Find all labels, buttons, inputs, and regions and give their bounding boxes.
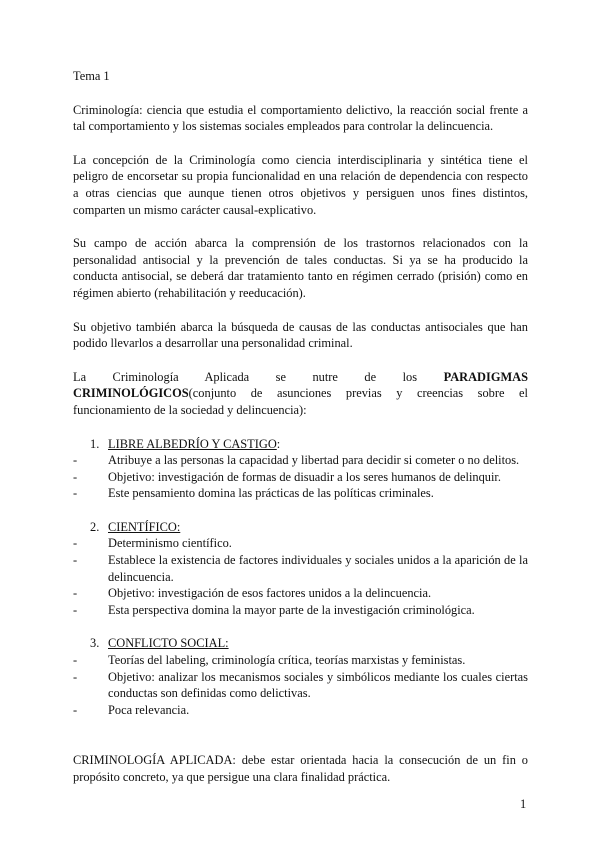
list-item-text: Objetivo: investigación de formas de disuadir a los seres humanos de delinquir. — [108, 469, 501, 484]
list-item — [73, 552, 528, 585]
list-dash: - — [73, 702, 78, 717]
section-number: 2. — [90, 519, 100, 534]
paradigms-intro-bold: PARADIGMAS CRIMINOLÓGICOS — [73, 369, 528, 401]
section-title: CONFLICTO SOCIAL: — [108, 636, 229, 651]
list-item — [73, 452, 528, 469]
document-page — [73, 68, 528, 786]
paragraph-interdisciplinary: La concepción de la Criminología como ciencia interdisciplinaria y sintética tiene el peligro de encorsetar su propia funcionalidad en una relación de dependencia con respecto a otras ciencias que aunque tienen otros objetivos y persiguen unos fines distintos, comparten un mismo carácter causal-explicativo. — [73, 152, 528, 217]
paragraph-definition: Criminología: ciencia que estudia el comportamiento delictivo, la reacción social frente a tal comportamiento y los sistemas sociales empleados para controlar la delincuencia. — [73, 102, 528, 134]
section-list — [73, 452, 528, 502]
list-item — [73, 469, 528, 486]
list-item-text: Teorías del labeling, criminología crítica, teorías marxistas y feministas. — [108, 653, 466, 668]
paradigm-section-3 — [73, 635, 528, 718]
list-item — [73, 585, 528, 602]
section-list — [73, 535, 528, 618]
list-dash: - — [73, 602, 78, 617]
list-item-text: Objetivo: analizar los mecanismos sociales y simbólicos mediante los cuales ciertas conductas son definidas como delictivas. — [108, 669, 528, 701]
list-item-text: Establece la existencia de factores individuales y sociales unidos a la aparición de la delincuencia. — [108, 553, 528, 584]
section-title: CIENTÍFICO: — [108, 519, 181, 534]
document-title: Tema 1 — [73, 69, 110, 83]
list-item-text: Determinismo científico. — [108, 536, 232, 551]
list-item — [73, 535, 528, 552]
section-heading — [73, 436, 528, 453]
page-number: 1 — [520, 797, 527, 811]
paragraph-objective: Su objetivo también abarca la búsqueda de causas de las conductas antisociales que han podido llevarlos a desarrollar una personalidad criminal. — [73, 319, 528, 351]
section-number: 1. — [90, 436, 100, 451]
list-dash: - — [73, 653, 78, 668]
list-dash: - — [73, 469, 78, 484]
paragraph-field-of-action: Su campo de acción abarca la comprensión de los trastornos relacionados con la personalidad antisocial y la prevención de tales conductas. Si ya se ha producido la conducta antisocial, se deberá dar tratamiento tanto en régimen cerrado (prisión) como en régimen abierto (rehabilitación y reeducación). — [73, 236, 528, 300]
list-dash: - — [73, 536, 78, 551]
list-item — [73, 669, 528, 702]
paradigm-section-1 — [73, 436, 528, 502]
section-number: 3. — [90, 636, 100, 651]
list-dash: - — [73, 453, 78, 468]
list-item — [73, 602, 528, 619]
list-item — [73, 652, 528, 669]
section-heading — [73, 519, 528, 536]
section-list — [73, 652, 528, 718]
paradigm-section-2 — [73, 519, 528, 619]
list-item-text: Atribuye a las personas la capacidad y libertad para decidir si cometer o no delitos. — [108, 453, 520, 468]
section-title: LIBRE ALBEDRÍO Y CASTIGO — [108, 436, 277, 451]
list-dash: - — [73, 586, 78, 601]
paragraph-closing: CRIMINOLOGÍA APLICADA: debe estar orientada hacia la consecución de un fin o propósito concreto, ya que persigue una clara finalidad práctica. — [73, 753, 528, 784]
list-item-text: Este pensamiento domina las prácticas de las políticas criminales. — [108, 486, 434, 501]
paragraph-paradigms-intro — [73, 369, 528, 419]
list-item-text: Esta perspectiva domina la mayor parte de la investigación criminológica. — [108, 602, 475, 617]
list-dash: - — [73, 669, 78, 684]
list-item — [73, 485, 528, 502]
section-heading — [73, 635, 528, 652]
paradigms-intro-before: La Criminología Aplicada se nutre de los — [73, 369, 444, 384]
paradigms-intro-after: (conjunto de asunciones previas y creencias sobre el funcionamiento de la sociedad y delincuencia): — [73, 386, 528, 417]
section-title-suffix: : — [276, 436, 281, 451]
list-dash: - — [73, 553, 78, 568]
list-dash: - — [73, 486, 78, 501]
list-item-text: Poca relevancia. — [108, 702, 190, 717]
list-item — [73, 702, 528, 719]
list-item-text: Objetivo: investigación de esos factores unidos a la delincuencia. — [108, 586, 432, 601]
